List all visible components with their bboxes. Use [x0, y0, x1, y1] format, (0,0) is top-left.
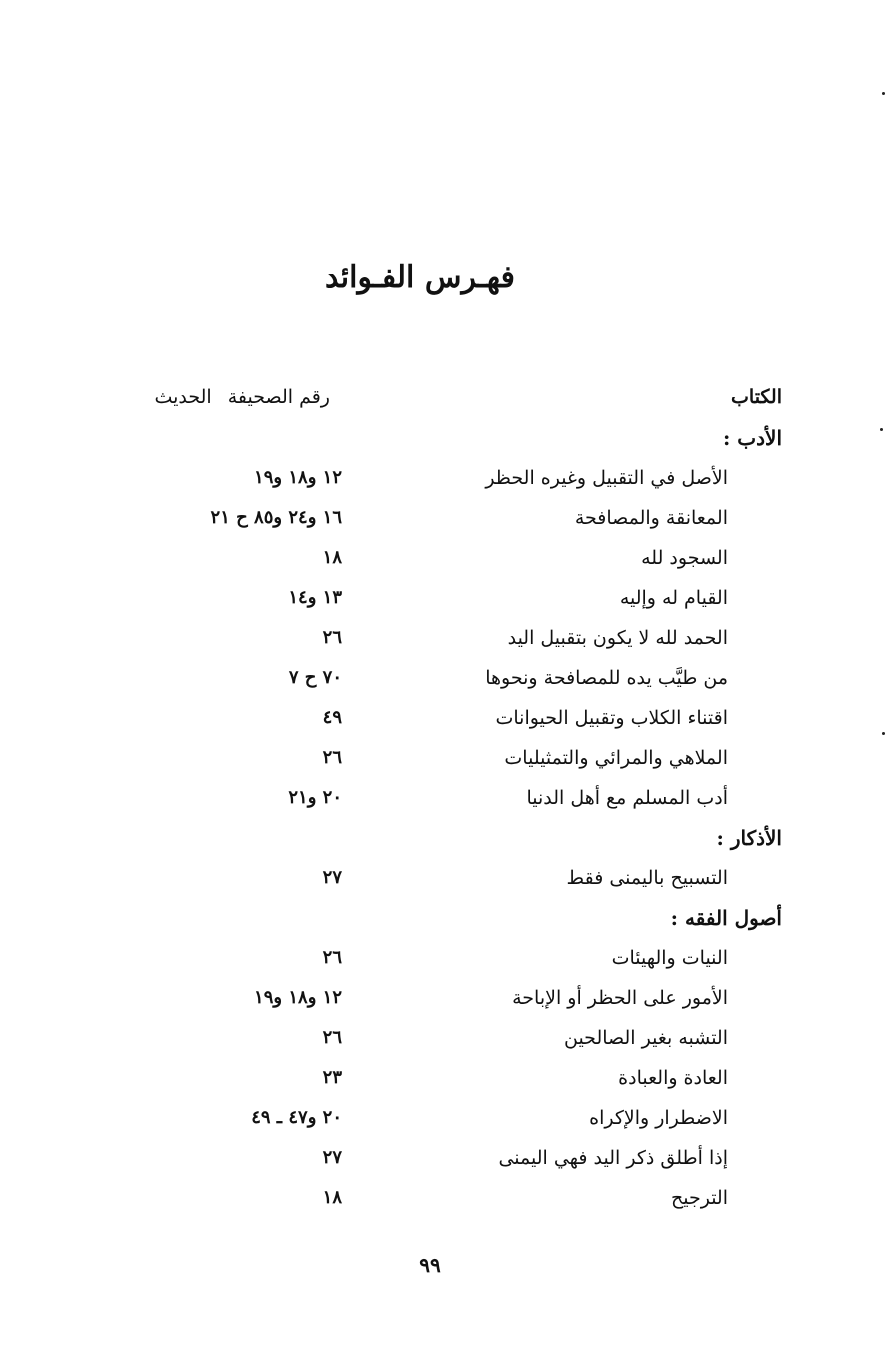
section-title: أصول الفقه : — [670, 906, 782, 930]
entry-page-refs: ١٢ و١٨ و١٩ — [254, 987, 342, 1008]
header-book-label: الكتاب — [731, 386, 782, 408]
index-entry — [90, 498, 782, 538]
index-entry — [90, 938, 782, 978]
section-row — [90, 418, 782, 458]
index-entry — [90, 1138, 782, 1178]
entry-page-refs: ٢٧ — [322, 1147, 342, 1168]
entry-page-refs: ٧٠ ح ٧ — [288, 667, 342, 688]
index-entry — [90, 578, 782, 618]
entry-page-refs: ٢٠ و٢١ — [288, 787, 342, 808]
section-title: الأذكار : — [716, 826, 782, 850]
entry-page-refs: ٤٩ — [322, 707, 342, 728]
entry-topic: النيات والهيئات — [611, 947, 728, 969]
entry-page-refs: ٢٧ — [322, 867, 342, 888]
entry-topic: العادة والعبادة — [618, 1067, 728, 1089]
entry-topic: الحمد لله لا يكون بتقبيل اليد — [507, 627, 728, 649]
index-entry — [90, 658, 782, 698]
index-entry — [90, 458, 782, 498]
index-entry — [90, 538, 782, 578]
index-header — [90, 376, 782, 418]
header-page-label: رقم الصحيفة — [227, 386, 330, 408]
index-table — [90, 376, 782, 1218]
header-hadith-label: الحديث — [154, 386, 212, 408]
entry-topic: السجود لله — [641, 547, 728, 569]
entry-topic: الترجيح — [670, 1187, 728, 1209]
scan-edge-mark — [880, 428, 883, 431]
page-number: ٩٩ — [419, 1253, 441, 1277]
index-entry — [90, 858, 782, 898]
entry-topic: الأمور على الحظر أو الإباحة — [512, 987, 728, 1009]
entry-page-refs: ٢٦ — [322, 947, 342, 968]
index-entry — [90, 698, 782, 738]
entry-page-refs: ١٣ و١٤ — [288, 587, 342, 608]
entry-topic: الاضطرار والإكراه — [589, 1107, 728, 1129]
entry-topic: التسبيح باليمنى فقط — [566, 867, 728, 889]
index-entry — [90, 738, 782, 778]
index-sections — [90, 418, 782, 1218]
entry-page-refs: ١٦ و٢٤ و٨٥ ح ٢١ — [210, 507, 342, 528]
entry-page-refs: ٢٠ و٤٧ ـ ٤٩ — [251, 1107, 342, 1128]
section-row — [90, 898, 782, 938]
index-entry — [90, 1058, 782, 1098]
header-columns — [154, 376, 330, 418]
entry-page-refs: ٢٣ — [322, 1067, 342, 1088]
entry-page-refs: ١٨ — [322, 547, 342, 568]
entry-page-refs: ١٨ — [322, 1187, 342, 1208]
entry-topic: إذا أطلق ذكر اليد فهي اليمنى — [498, 1147, 728, 1169]
entry-topic: المعانقة والمصافحة — [574, 507, 728, 529]
entry-page-refs: ١٢ و١٨ و١٩ — [254, 467, 342, 488]
scan-edge-mark — [882, 732, 885, 735]
entry-topic: أدب المسلم مع أهل الدنيا — [526, 787, 728, 809]
entry-topic: من طيَّب يده للمصافحة ونحوها — [485, 667, 728, 689]
entry-page-refs: ٢٦ — [322, 627, 342, 648]
scan-edge-mark — [882, 92, 885, 95]
entry-page-refs: ٢٦ — [322, 1027, 342, 1048]
index-entry — [90, 618, 782, 658]
entry-topic: اقتناء الكلاب وتقبيل الحيوانات — [495, 707, 728, 729]
index-entry — [90, 1098, 782, 1138]
entry-page-refs: ٢٦ — [322, 747, 342, 768]
entry-topic: التشبه بغير الصالحين — [563, 1027, 728, 1049]
section-row — [90, 818, 782, 858]
index-entry — [90, 1018, 782, 1058]
page-title: فهـرس الفـوائد — [325, 260, 515, 295]
entry-topic: الأصل في التقبيل وغيره الحظر — [485, 467, 728, 489]
section-title: الأدب : — [722, 426, 782, 450]
index-entry — [90, 978, 782, 1018]
entry-topic: القيام له وإليه — [619, 587, 728, 609]
entry-topic: الملاهي والمرائي والتمثيليات — [504, 747, 728, 769]
index-entry — [90, 778, 782, 818]
index-entry — [90, 1178, 782, 1218]
